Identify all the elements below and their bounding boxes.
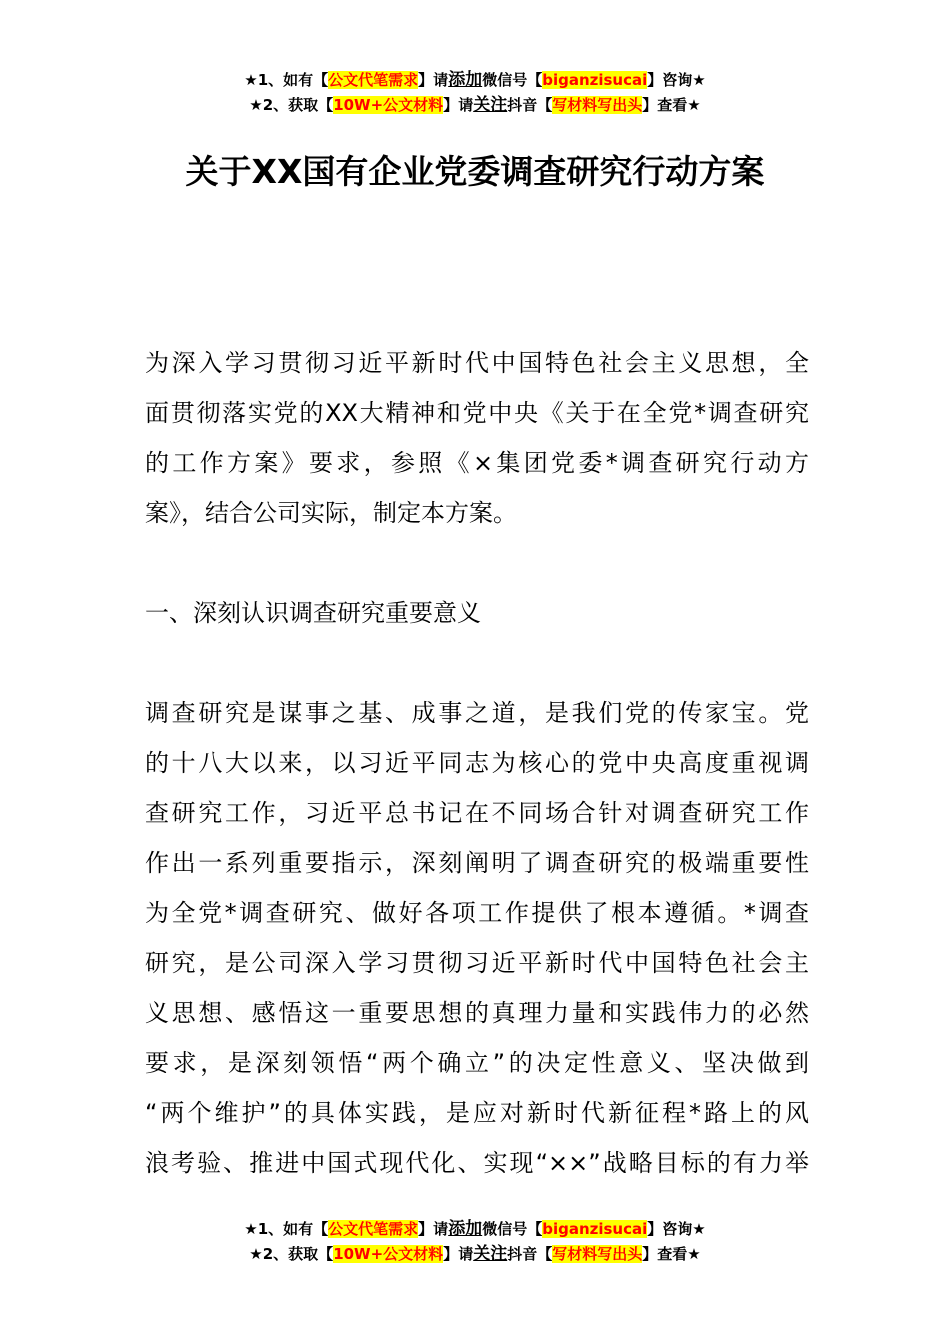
text-line: 义思想、感悟这一重要思想的真理力量和实践伟力的必然 bbox=[145, 999, 809, 1027]
text-line: 查研究工作，习近平总书记在不同场合针对调查研究工作 bbox=[145, 799, 809, 827]
intro-paragraph bbox=[145, 338, 809, 538]
star-icon: ★ bbox=[244, 1220, 258, 1238]
highlight-wechat-id: biganzisucai bbox=[542, 1220, 648, 1238]
banner-line-2: ★2、获取【10W+公文材料】请关注抖音【写材料写出头】查看★ bbox=[249, 1244, 701, 1264]
highlight-douyin-id: 写材料写出头 bbox=[552, 96, 643, 114]
highlight-wechat-id: biganzisucai bbox=[542, 71, 648, 89]
section-paragraph bbox=[145, 688, 809, 1188]
star-icon: ★ bbox=[249, 1245, 263, 1263]
text-line: 研究，是公司深入学习贯彻习近平新时代中国特色社会主 bbox=[145, 949, 809, 977]
star-icon: ★ bbox=[687, 96, 701, 114]
star-icon: ★ bbox=[692, 1220, 706, 1238]
banner-line-1: ★1、如有【公文代笔需求】请添加微信号【biganzisucai】咨询★ bbox=[244, 70, 706, 90]
underline-follow: 关注 bbox=[473, 1244, 508, 1264]
text-line: 要求，是深刻领悟“两个确立”的决定性意义、坚决做到 bbox=[145, 1049, 809, 1077]
bottom-banner bbox=[0, 1217, 950, 1267]
text-line: 为全党*调查研究、做好各项工作提供了根本遵循。*调查 bbox=[145, 899, 809, 927]
star-icon: ★ bbox=[244, 71, 258, 89]
highlight-materials: 10W+公文材料 bbox=[333, 1245, 444, 1263]
text-line: 的十八大以来，以习近平同志为核心的党中央高度重视调 bbox=[145, 749, 809, 777]
star-icon: ★ bbox=[249, 96, 263, 114]
text-line: 调查研究是谋事之基、成事之道，是我们党的传家宝。党 bbox=[145, 699, 809, 727]
highlight-service: 公文代笔需求 bbox=[328, 1220, 419, 1238]
highlight-materials: 10W+公文材料 bbox=[333, 96, 444, 114]
text-line: “两个维护”的具体实践，是应对新时代新征程*路上的风 bbox=[145, 1099, 809, 1127]
underline-add: 添加 bbox=[448, 70, 483, 90]
text-line: 面贯彻落实党的XX大精神和党中央《关于在全党*调查研究 bbox=[145, 399, 809, 427]
underline-add: 添加 bbox=[448, 1219, 483, 1239]
text-line: 为深入学习贯彻习近平新时代中国特色社会主义思想，全 bbox=[145, 349, 809, 377]
text-line: 的工作方案》要求，参照《×集团党委*调查研究行动方 bbox=[145, 449, 809, 477]
banner-line-1: ★1、如有【公文代笔需求】请添加微信号【biganzisucai】咨询★ bbox=[244, 1219, 706, 1239]
underline-follow: 关注 bbox=[473, 95, 508, 115]
text-line: 浪考验、推进中国式现代化、实现“××”战略目标的有力举 bbox=[145, 1149, 809, 1177]
section-heading: 一、深刻认识调查研究重要意义 bbox=[145, 599, 481, 627]
highlight-douyin-id: 写材料写出头 bbox=[552, 1245, 643, 1263]
top-banner bbox=[0, 68, 950, 118]
document-title: 关于XX国有企业党委调查研究行动方案 bbox=[185, 152, 765, 191]
text-line: 作出一系列重要指示，深刻阐明了调查研究的极端重要性 bbox=[145, 849, 809, 877]
text-line: 案》，结合公司实际，制定本方案。 bbox=[145, 499, 517, 527]
star-icon: ★ bbox=[692, 71, 706, 89]
star-icon: ★ bbox=[687, 1245, 701, 1263]
banner-line-2: ★2、获取【10W+公文材料】请关注抖音【写材料写出头】查看★ bbox=[249, 95, 701, 115]
highlight-service: 公文代笔需求 bbox=[328, 71, 419, 89]
